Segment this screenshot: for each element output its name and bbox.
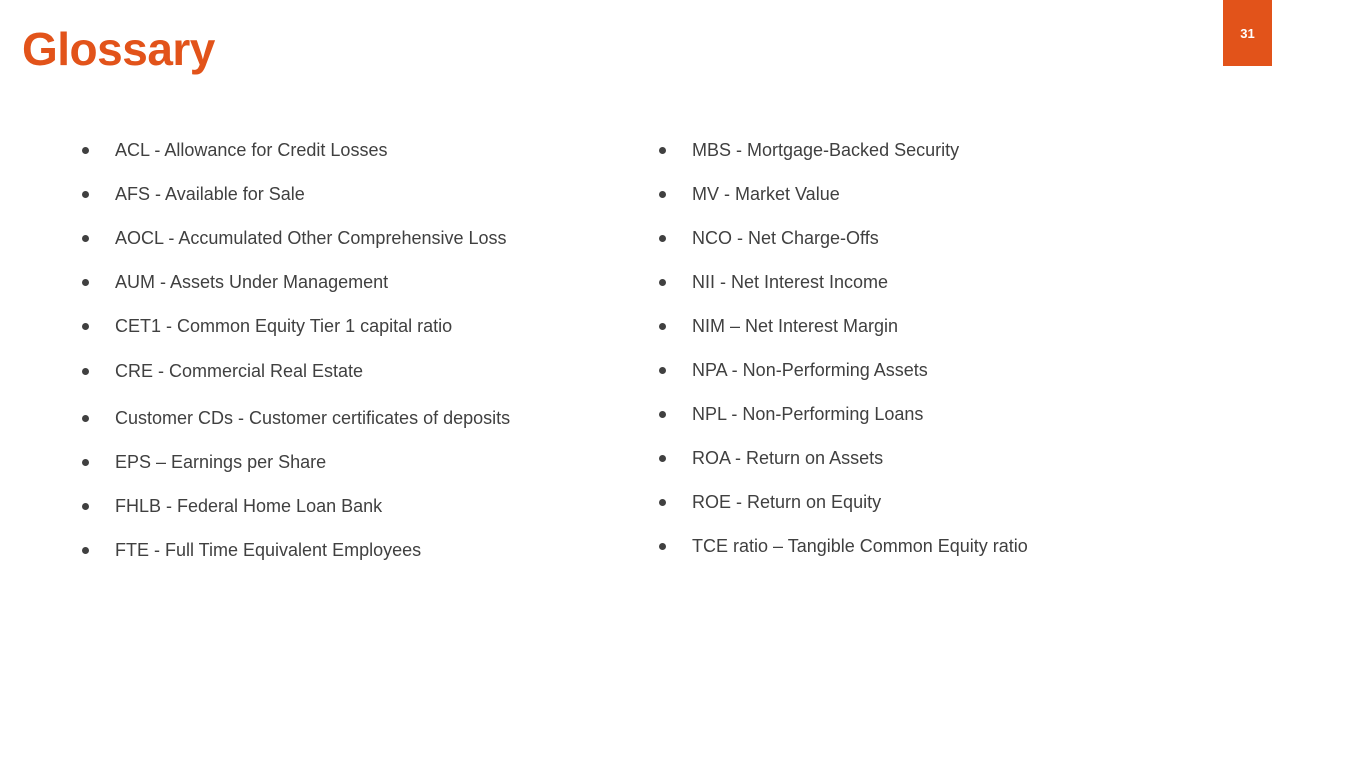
- glossary-term: NII - Net Interest Income: [692, 272, 889, 292]
- glossary-item: [82, 359, 363, 383]
- bullet-icon: [82, 323, 89, 330]
- glossary-item: [659, 490, 881, 514]
- bullet-icon: [659, 367, 666, 374]
- bullet-icon: [659, 455, 666, 462]
- glossary-item: [82, 270, 388, 294]
- bullet-icon: [659, 323, 666, 330]
- bullet-icon: [659, 235, 666, 242]
- glossary-item: [659, 314, 898, 338]
- slide-title: Glossary: [22, 23, 215, 75]
- glossary-term: AUM - Assets Under Management: [115, 272, 389, 292]
- glossary-item: [659, 446, 883, 470]
- bullet-icon: [82, 279, 89, 286]
- glossary-term: AFS - Available for Sale: [115, 184, 305, 204]
- glossary-item: [82, 138, 387, 162]
- glossary-item: [82, 314, 452, 338]
- glossary-term: NCO - Net Charge-Offs: [692, 228, 879, 248]
- glossary-item: [659, 270, 888, 294]
- bullet-icon: [82, 235, 89, 242]
- glossary-term: CET1 - Common Equity Tier 1 capital ratio: [115, 316, 453, 336]
- bullet-icon: [82, 503, 89, 510]
- glossary-term: EPS – Earnings per Share: [115, 452, 327, 472]
- bullet-icon: [82, 368, 89, 375]
- glossary-item: [82, 450, 326, 474]
- glossary-term: ROA - Return on Assets: [692, 448, 884, 468]
- glossary-term: FHLB - Federal Home Loan Bank: [115, 496, 383, 516]
- glossary-item: [659, 138, 959, 162]
- glossary-item: [82, 406, 510, 430]
- glossary-item: [659, 226, 879, 250]
- glossary-term: ACL - Allowance for Credit Losses: [115, 140, 388, 160]
- bullet-icon: [659, 191, 666, 198]
- glossary-item: [82, 182, 305, 206]
- bullet-icon: [659, 279, 666, 286]
- bullet-icon: [82, 415, 89, 422]
- glossary-term: NPL - Non-Performing Loans: [692, 404, 924, 424]
- bullet-icon: [659, 147, 666, 154]
- bullet-icon: [659, 411, 666, 418]
- glossary-item: [659, 182, 840, 206]
- glossary-term: AOCL - Accumulated Other Comprehensive Loss: [115, 228, 507, 248]
- glossary-term: Customer CDs - Customer certificates of deposits: [115, 408, 511, 428]
- glossary-item: [659, 534, 1028, 558]
- bullet-icon: [82, 147, 89, 154]
- glossary-item: [659, 402, 923, 426]
- glossary-item: [659, 358, 928, 382]
- bullet-icon: [82, 459, 89, 466]
- glossary-term: CRE - Commercial Real Estate: [115, 361, 364, 381]
- bullet-icon: [82, 547, 89, 554]
- bullet-icon: [659, 499, 666, 506]
- page-number-badge: [1223, 0, 1272, 66]
- glossary-term: ROE - Return on Equity: [692, 492, 882, 512]
- glossary-term: MBS - Mortgage-Backed Security: [692, 140, 960, 160]
- glossary-term: MV - Market Value: [692, 184, 840, 204]
- glossary-item: [82, 494, 382, 518]
- glossary-item: [82, 538, 421, 562]
- bullet-icon: [82, 191, 89, 198]
- glossary-item: [82, 226, 507, 250]
- glossary-term: TCE ratio – Tangible Common Equity ratio: [692, 536, 1028, 556]
- glossary-term: NIM – Net Interest Margin: [692, 316, 899, 336]
- page-number: 31: [1240, 25, 1255, 41]
- glossary-term: NPA - Non-Performing Assets: [692, 360, 928, 380]
- glossary-term: FTE - Full Time Equivalent Employees: [115, 540, 422, 560]
- bullet-icon: [659, 543, 666, 550]
